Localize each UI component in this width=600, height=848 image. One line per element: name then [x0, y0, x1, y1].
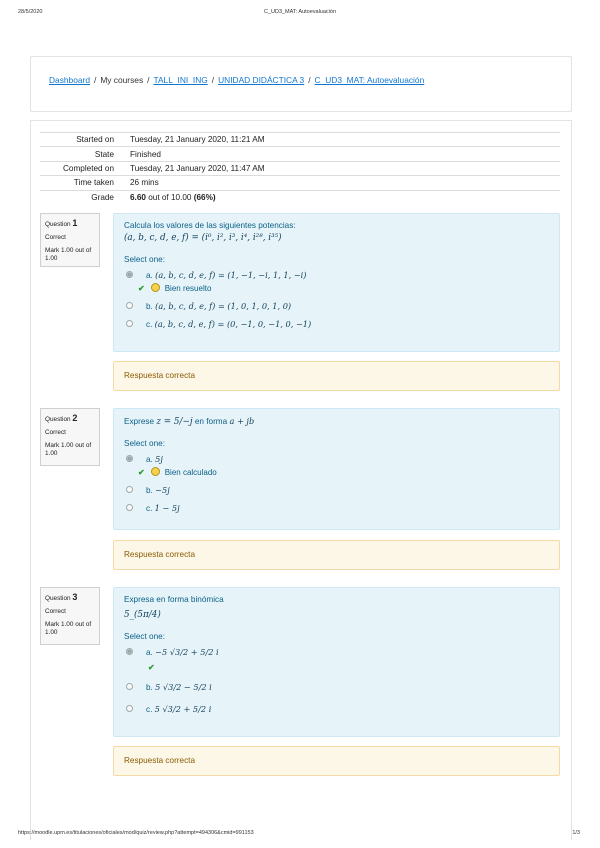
question-content-1: [113, 213, 560, 352]
radio-icon[interactable]: [126, 271, 133, 278]
print-footer: [0, 830, 600, 840]
check-icon: ✔: [138, 468, 145, 477]
question-formula: (a, b, c, d, e, f) = (i⁰, i², i³, i⁴, i²⁸, i³⁵): [124, 233, 282, 243]
radio-icon[interactable]: [126, 683, 133, 690]
select-one-label: Select one:: [124, 439, 165, 448]
radio-icon[interactable]: [126, 486, 133, 493]
question-text: Calcula los valores de las siguientes potencias:: [124, 221, 296, 230]
summary-row-completed: Completed on Tuesday, 21 January 2020, 11:47 AM: [40, 161, 560, 175]
breadcrumb: Dashboard / My courses / TALL_INI_ING / UNIDAD DIDÁCTICA 3 / C_UD3_MAT: Autoevaluación: [49, 75, 425, 85]
select-one-label: Select one:: [124, 632, 165, 641]
question-state: Correct: [45, 608, 66, 616]
question-text: Expresa en forma binómica: [124, 595, 224, 604]
answer-option-b[interactable]: b. −5j: [124, 485, 549, 497]
question-content-2: Exprese z = 5/−j en forma a + jb Select one: a. 5j ✔ Bien calculado b. −5j c. 1 − 5j: [113, 408, 560, 530]
answer-option-b[interactable]: b. (a, b, c, d, e, f) = (1, 0, 1, 0, 1, 0): [124, 301, 549, 313]
radio-icon[interactable]: [126, 320, 133, 327]
attempt-summary-table: [40, 132, 560, 204]
question-formula: z = 5/−j: [156, 417, 193, 427]
summary-row-time: Time taken 26 mins: [40, 176, 560, 190]
question-mark: Mark 1.00 out of 1.00: [45, 442, 92, 458]
check-icon: ✔: [138, 284, 145, 293]
select-one-label: Select one:: [124, 255, 165, 264]
print-header: [0, 9, 600, 19]
breadcrumb-my-courses: My courses: [100, 75, 144, 85]
answer-option-c[interactable]: c. (a, b, c, d, e, f) = (0, −1, 0, −1, 0, −1): [124, 319, 549, 331]
check-icon: ✔: [148, 663, 155, 672]
answer-option-b[interactable]: b. 5 √3/2 − 5/2 i: [124, 682, 549, 696]
summary-row-started: Started on Tuesday, 21 January 2020, 11:21 AM: [40, 133, 560, 147]
smiley-icon: [151, 283, 160, 292]
answer-option-a[interactable]: a. −5 √3/2 + 5/2 i: [124, 647, 549, 661]
radio-icon[interactable]: [126, 648, 133, 655]
summary-row-state: State Finished: [40, 147, 560, 161]
question-info-1: Question 1 Correct Mark 1.00 out of 1.00: [40, 213, 100, 267]
question-mark: Mark 1.00 out of 1.00: [45, 621, 92, 637]
question-number: 2: [72, 413, 78, 423]
question-number: 1: [72, 218, 78, 228]
print-url: https://moodle.upm.es/titulaciones/oficiales/mod/quiz/review.php?attempt=494306&cmid=991153: [18, 830, 254, 836]
print-page-number: 1/3: [572, 830, 580, 836]
question-outcome-3: Respuesta correcta: [113, 746, 560, 776]
radio-icon[interactable]: [126, 504, 133, 511]
breadcrumb-unit[interactable]: UNIDAD DIDÁCTICA 3: [218, 75, 305, 85]
print-title: C_UD3_MAT: Autoevaluación: [263, 9, 337, 15]
question-outcome-1: Respuesta correcta: [113, 361, 560, 391]
question-info-2: Question 2 Correct Mark 1.00 out of 1.00: [40, 408, 100, 466]
answer-option-a[interactable]: a. (a, b, c, d, e, f) = (1, −1, −i, 1, 1, −i): [124, 270, 549, 282]
grade-percent: (66%): [193, 193, 216, 202]
feedback: ✔ Bien resuelto: [138, 284, 212, 293]
breadcrumb-course[interactable]: TALL_INI_ING: [153, 75, 208, 85]
breadcrumb-dashboard[interactable]: Dashboard: [49, 75, 90, 85]
radio-icon[interactable]: [126, 705, 133, 712]
print-date: 28/5/2020: [18, 9, 43, 15]
breadcrumb-panel: [30, 56, 572, 112]
answer-option-c[interactable]: c. 1 − 5j: [124, 503, 549, 515]
breadcrumb-quiz[interactable]: C_UD3_MAT: Autoevaluación: [314, 75, 425, 85]
feedback: ✔ Bien calculado: [138, 468, 217, 477]
question-number: 3: [72, 592, 78, 602]
question-state: Correct: [45, 429, 66, 437]
smiley-icon: [151, 467, 160, 476]
summary-row-grade: Grade 6.60 out of 10.00 (66%): [40, 190, 560, 204]
answer-option-a[interactable]: a. 5j: [124, 454, 549, 466]
question-info-3: Question 3 Correct Mark 1.00 out of 1.00: [40, 587, 100, 645]
question-content-3: [113, 587, 560, 737]
question-state: Correct: [45, 234, 66, 242]
grade-score: 6.60: [130, 193, 146, 202]
radio-icon[interactable]: [126, 302, 133, 309]
question-formula: 5_(5π/4): [124, 610, 161, 620]
radio-icon[interactable]: [126, 455, 133, 462]
question-mark: Mark 1.00 out of 1.00: [45, 247, 92, 263]
question-outcome-2: Respuesta correcta: [113, 540, 560, 570]
answer-option-c[interactable]: c. 5 √3/2 + 5/2 i: [124, 704, 549, 718]
question-text: Exprese: [124, 417, 155, 426]
